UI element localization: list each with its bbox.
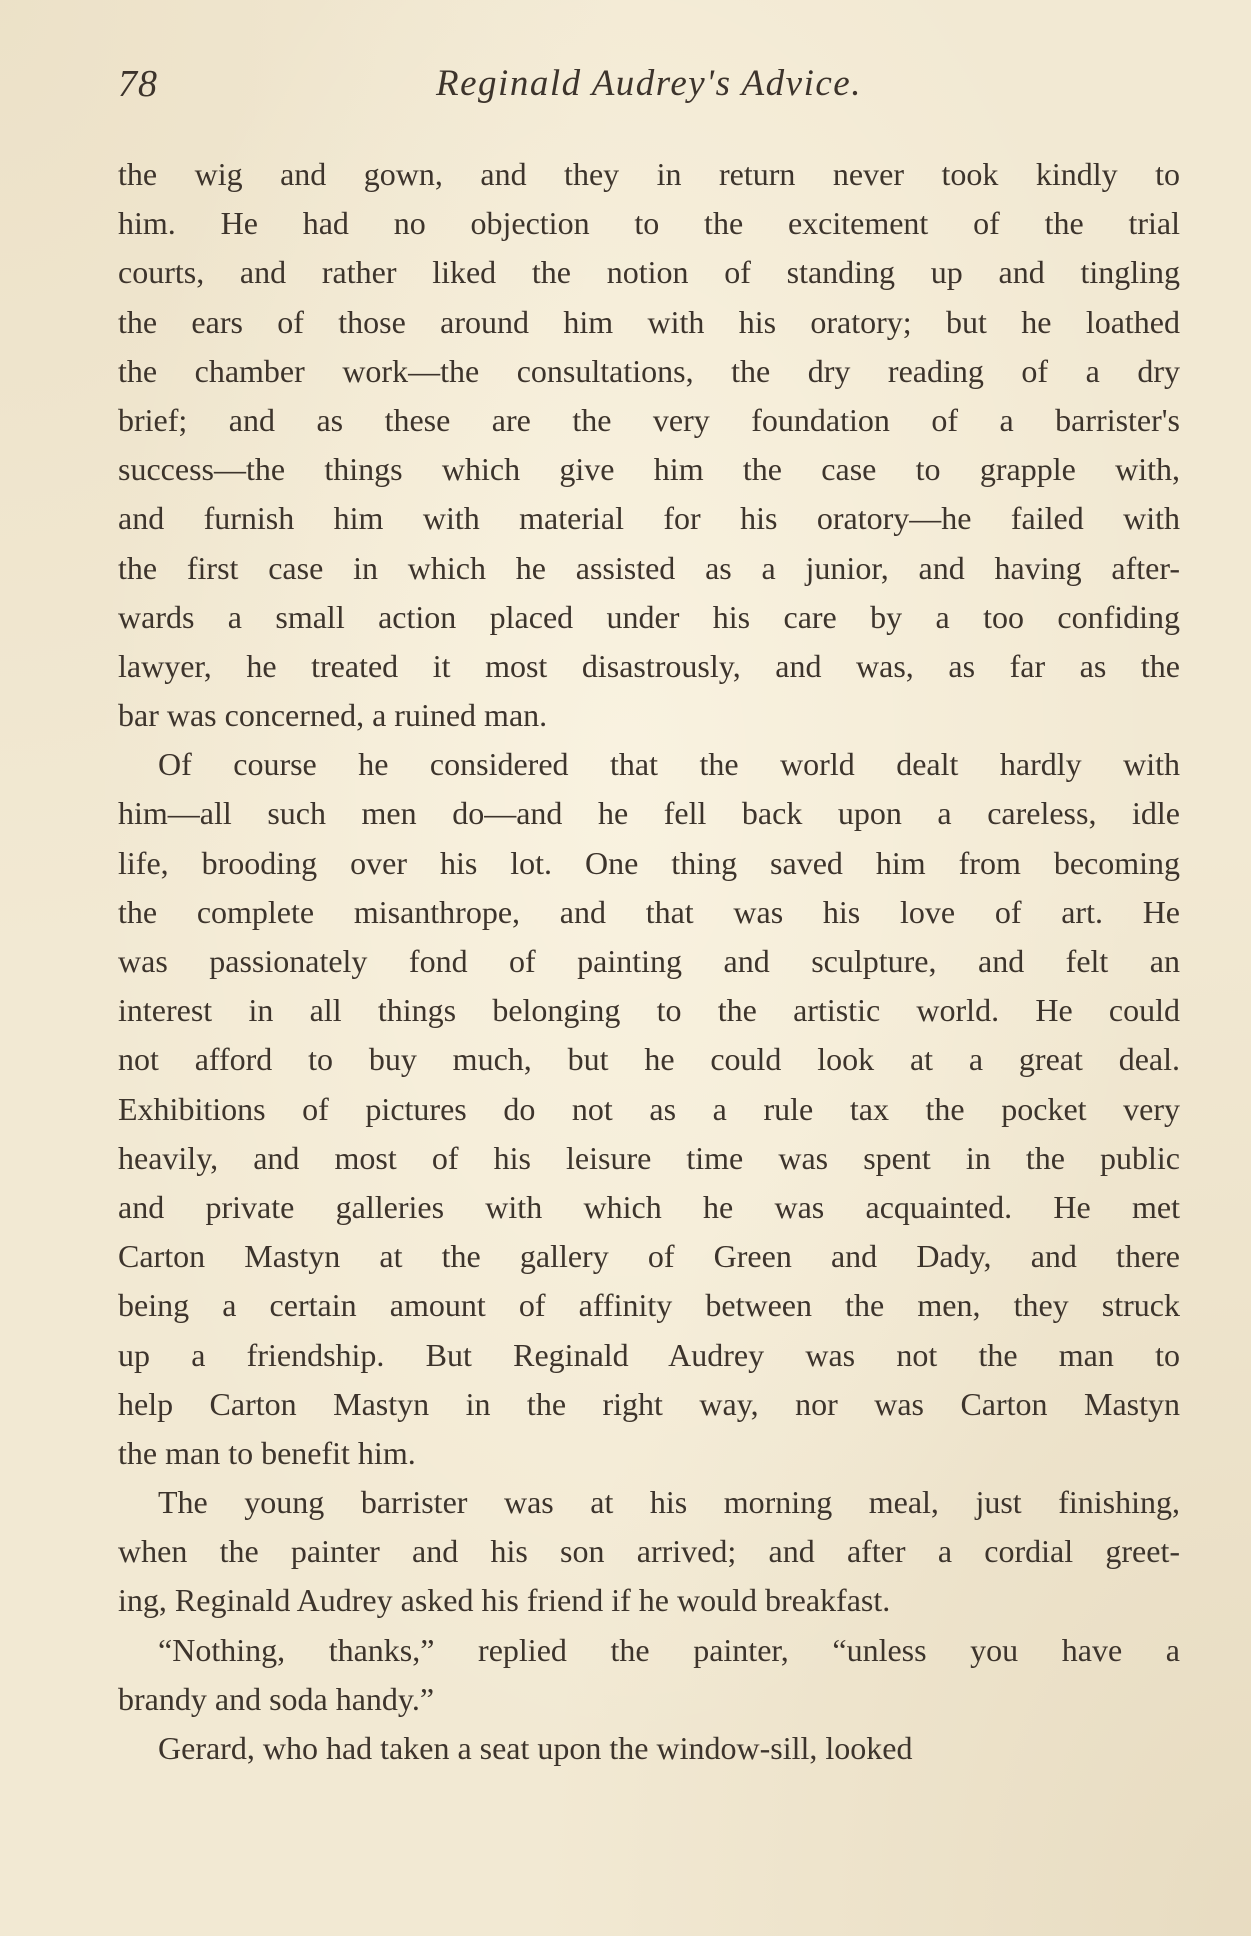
running-head [118,62,1180,112]
text-line: Carton Mastyn at the gallery of Green and Dady, and there [118,1238,1180,1275]
paragraph [118,740,1180,1478]
text-line: bar was concerned, a ruined man. [118,697,548,734]
running-title: Reginald Audrey's Advice. [436,63,862,104]
text-line: was passionately fond of painting and sculpture, and felt an [118,943,1180,979]
text-line: courts, and rather liked the notion of standing up and tingling [118,254,1180,291]
text-line: brandy and soda handy.” [118,1680,435,1717]
text-line: and furnish him with material for his oratory—he failed with [118,500,1180,537]
text-line: the wig and gown, and they in return never took kindly to [118,156,1180,192]
text-line: when the painter and his son arrived; and after a cordial greet- [118,1533,1180,1570]
text-line: the complete misanthrope, and that was his love of art. He [118,893,1180,930]
page-number: 78 [118,63,158,105]
text-line: interest in all things belonging to the artistic world. He could [118,992,1180,1029]
text-line: up a friendship. But Reginald Audrey was not the man to [118,1336,1180,1373]
text-line: brief; and as these are the very foundation of a barrister's [118,401,1180,438]
text-line: wards a small action placed under his care by a too confiding [118,598,1180,635]
text-line: the man to benefit him. [118,1434,416,1471]
body-text [118,150,1180,1773]
text-line: “Nothing, thanks,” replied the painter, “unless you have a [158,1631,1180,1668]
text-line: being a certain amount of affinity between the men, they struck [118,1287,1180,1324]
text-line: him. He had no objection to the excitement of the trial [118,205,1180,242]
text-line: success—the things which give him the case to grapple with, [118,451,1180,488]
paragraph [118,1724,1180,1773]
text-line: help Carton Mastyn in the right way, nor was Carton Mastyn [118,1385,1180,1422]
paragraph [118,1626,1180,1724]
text-line: ing, Reginald Audrey asked his friend if he would breakfast. [118,1582,891,1619]
text-line: life, brooding over his lot. One thing saved him from becoming [118,844,1180,881]
text-line: the ears of those around him with his oratory; but he loathed [118,303,1180,340]
paragraph [118,1478,1180,1626]
text-line: and private galleries with which he was acquainted. He met [118,1188,1180,1225]
text-line: the chamber work—the consultations, the dry reading of a dry [118,352,1180,389]
text-line: The young barrister was at his morning meal, just finishing, [158,1484,1180,1521]
paragraph [118,150,1180,740]
text-line: Of course he considered that the world dealt hardly with [158,746,1180,783]
text-line: the first case in which he assisted as a junior, and having after- [118,549,1180,586]
text-line: him—all such men do—and he fell back upon a careless, idle [118,795,1180,832]
text-line: Exhibitions of pictures do not as a rule tax the pocket very [118,1090,1180,1127]
text-line: Gerard, who had taken a seat upon the window-sill, looked [158,1730,913,1766]
text-line: not afford to buy much, but he could look at a great deal. [118,1041,1180,1078]
text-line: lawyer, he treated it most disastrously, and was, as far as the [118,647,1180,684]
text-line: heavily, and most of his leisure time was spent in the public [118,1139,1180,1176]
